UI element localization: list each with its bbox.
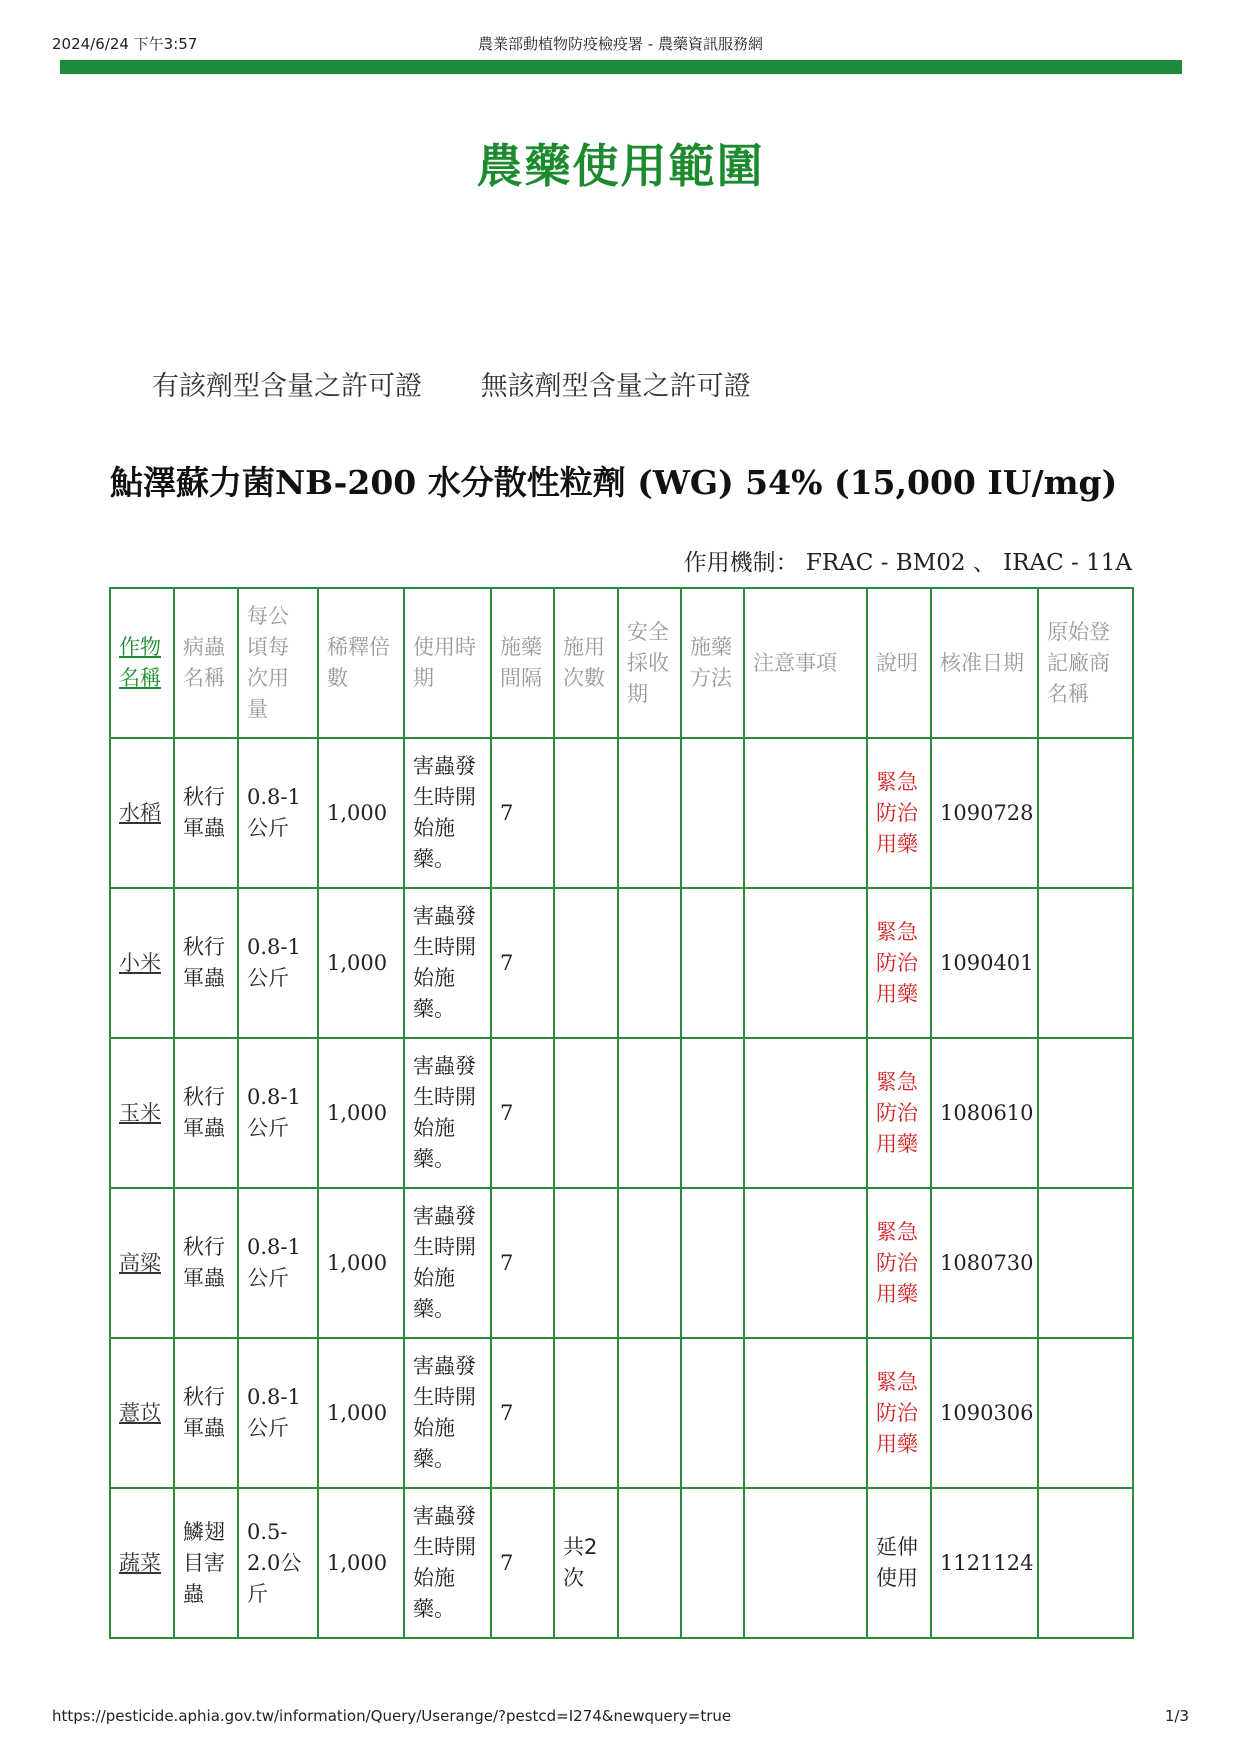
times-cell: [554, 1188, 618, 1338]
remark-cell: 緊急防治用藥: [867, 888, 931, 1038]
crop-link[interactable]: 薏苡: [110, 1338, 174, 1488]
usage-table: [109, 587, 1134, 1639]
mechanism-label: 作用機制：: [683, 550, 799, 576]
interval-cell: 7: [491, 888, 554, 1038]
table-row: [110, 1038, 1133, 1188]
print-date: 2024/6/24 下午3:57: [52, 35, 198, 53]
with-license-link[interactable]: 有該劑型含量之許可證: [152, 371, 422, 402]
col-approved: 核准日期: [931, 588, 1038, 738]
approved-cell: 1080730: [931, 1188, 1038, 1338]
table-row: [110, 1488, 1133, 1638]
method-cell: [681, 1188, 744, 1338]
product-title: 鮎澤蘇力菌NB-200 水分散性粒劑 (WG) 54% (15,000 IU/mg): [110, 463, 1118, 502]
times-cell: [554, 888, 618, 1038]
period-cell: 害蟲發生時開始施藥。: [404, 1488, 491, 1638]
col-period: 使用時期: [404, 588, 491, 738]
notes-cell: [744, 1338, 867, 1488]
col-interval: 施藥間隔: [491, 588, 554, 738]
method-cell: [681, 1488, 744, 1638]
footer-url: https://pesticide.aphia.gov.tw/information/Query/Userange/?pestcd=I274&newquery=true: [52, 1707, 732, 1725]
times-cell: [554, 1038, 618, 1188]
registrant-cell: [1038, 1188, 1133, 1338]
col-notes: 注意事項: [744, 588, 867, 738]
remark-cell: 緊急防治用藥: [867, 1338, 931, 1488]
crop-link[interactable]: 蔬菜: [110, 1488, 174, 1638]
table-row: [110, 888, 1133, 1038]
header-bar: [60, 60, 1182, 74]
period-cell: 害蟲發生時開始施藥。: [404, 1038, 491, 1188]
notes-cell: [744, 888, 867, 1038]
harvest-cell: [618, 1188, 681, 1338]
remark-cell: 延伸使用: [867, 1488, 931, 1638]
pest-cell: 秋行軍蟲: [174, 1188, 238, 1338]
harvest-cell: [618, 1038, 681, 1188]
col-harvest: 安全採收期: [618, 588, 681, 738]
times-cell: [554, 738, 618, 888]
period-cell: 害蟲發生時開始施藥。: [404, 1188, 491, 1338]
dilution-cell: 1,000: [318, 1188, 404, 1338]
footer-page-number: 1/3: [1164, 1707, 1189, 1725]
mechanism: [684, 544, 1132, 577]
notes-cell: [744, 738, 867, 888]
without-license-link[interactable]: 無該劑型含量之許可證: [480, 371, 751, 402]
pest-cell: 秋行軍蟲: [174, 1338, 238, 1488]
harvest-cell: [618, 888, 681, 1038]
harvest-cell: [618, 1338, 681, 1488]
period-cell: 害蟲發生時開始施藥。: [404, 738, 491, 888]
harvest-cell: [618, 1488, 681, 1638]
pest-cell: 秋行軍蟲: [174, 738, 238, 888]
approved-cell: 1121124: [931, 1488, 1038, 1638]
interval-cell: 7: [491, 1488, 554, 1638]
interval-cell: 7: [491, 1338, 554, 1488]
crop-link[interactable]: 玉米: [110, 1038, 174, 1188]
registrant-cell: [1038, 1338, 1133, 1488]
approved-cell: 1080610: [931, 1038, 1038, 1188]
method-cell: [681, 1038, 744, 1188]
dilution-cell: 1,000: [318, 738, 404, 888]
license-filter-links: [152, 364, 801, 403]
registrant-cell: [1038, 1488, 1133, 1638]
remark-cell: 緊急防治用藥: [867, 1188, 931, 1338]
registrant-cell: [1038, 888, 1133, 1038]
pest-cell: 鱗翅目害蟲: [174, 1488, 238, 1638]
period-cell: 害蟲發生時開始施藥。: [404, 1338, 491, 1488]
dose-cell: 0.8-1公斤: [238, 738, 318, 888]
col-crop[interactable]: 作物名稱: [110, 588, 174, 738]
method-cell: [681, 1338, 744, 1488]
interval-cell: 7: [491, 738, 554, 888]
dilution-cell: 1,000: [318, 888, 404, 1038]
dose-cell: 0.8-1公斤: [238, 888, 318, 1038]
notes-cell: [744, 1188, 867, 1338]
page-title: 農藥使用範圍: [476, 139, 765, 193]
dose-cell: 0.8-1公斤: [238, 1038, 318, 1188]
crop-link[interactable]: 水稻: [110, 738, 174, 888]
registrant-cell: [1038, 1038, 1133, 1188]
dilution-cell: 1,000: [318, 1338, 404, 1488]
dose-cell: 0.8-1公斤: [238, 1338, 318, 1488]
approved-cell: 1090728: [931, 738, 1038, 888]
notes-cell: [744, 1038, 867, 1188]
col-dose: 每公頃每次用量: [238, 588, 318, 738]
dose-cell: 0.5-2.0公斤: [238, 1488, 318, 1638]
col-times: 施用次數: [554, 588, 618, 738]
col-remark: 說明: [867, 588, 931, 738]
mechanism-value: FRAC - BM02 、 IRAC - 11A: [805, 550, 1132, 576]
dose-cell: 0.8-1公斤: [238, 1188, 318, 1338]
period-cell: 害蟲發生時開始施藥。: [404, 888, 491, 1038]
table-row: [110, 738, 1133, 888]
remark-cell: 緊急防治用藥: [867, 738, 931, 888]
col-dilution: 稀釋倍數: [318, 588, 404, 738]
print-site-title: 農業部動植物防疫檢疫署 - 農藥資訊服務網: [478, 35, 763, 53]
dilution-cell: 1,000: [318, 1038, 404, 1188]
registrant-cell: [1038, 738, 1133, 888]
harvest-cell: [618, 738, 681, 888]
table-row: [110, 1338, 1133, 1488]
method-cell: [681, 738, 744, 888]
approved-cell: 1090401: [931, 888, 1038, 1038]
table-row: [110, 1188, 1133, 1338]
approved-cell: 1090306: [931, 1338, 1038, 1488]
crop-link[interactable]: 高粱: [110, 1188, 174, 1338]
interval-cell: 7: [491, 1038, 554, 1188]
times-cell: [554, 1338, 618, 1488]
method-cell: [681, 888, 744, 1038]
dilution-cell: 1,000: [318, 1488, 404, 1638]
pest-cell: 秋行軍蟲: [174, 1038, 238, 1188]
pest-cell: 秋行軍蟲: [174, 888, 238, 1038]
col-registrant: 原始登記廠商名稱: [1038, 588, 1133, 738]
remark-cell: 緊急防治用藥: [867, 1038, 931, 1188]
col-pest: 病蟲名稱: [174, 588, 238, 738]
interval-cell: 7: [491, 1188, 554, 1338]
notes-cell: [744, 1488, 867, 1638]
crop-link[interactable]: 小米: [110, 888, 174, 1038]
header-row: [110, 588, 1133, 738]
times-cell: 共2次: [554, 1488, 618, 1638]
col-method: 施藥方法: [681, 588, 744, 738]
